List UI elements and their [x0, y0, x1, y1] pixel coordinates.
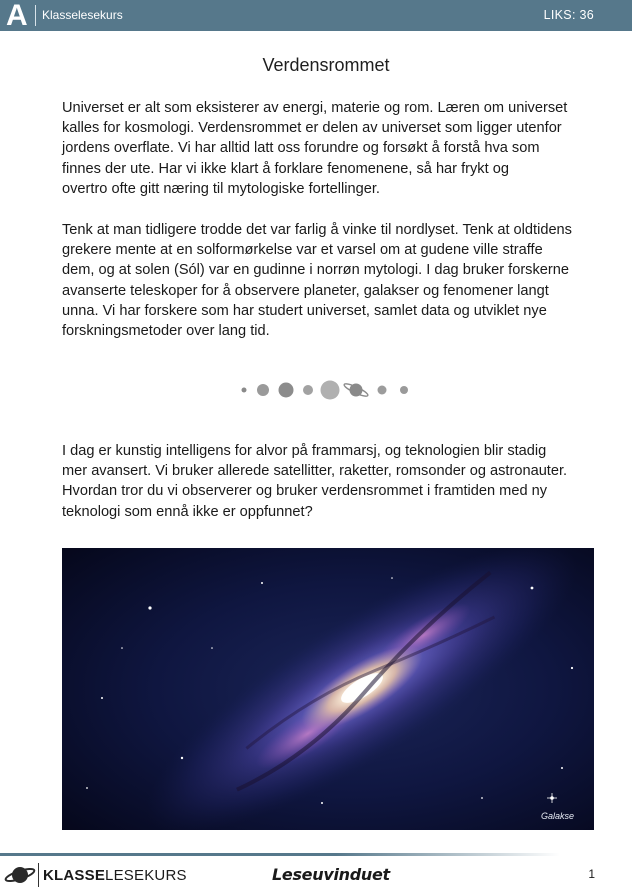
text-line: overtro ofte gitt næring til mytologiske fortellinger.: [62, 180, 380, 197]
text-line: Tenk at man tidligere trodde det var farlig å vinke til nordlyset. Tenk at oldtidens: [62, 222, 572, 238]
text-line: finnes der ute. Har vi ikke klart å forklare fenomenene, så har frykt og: [62, 160, 509, 177]
page-title: Verdensrommet: [262, 55, 390, 75]
text-line: kalles for kosmologi. Verdensrommet er delen av universet som ligger utenfor: [62, 120, 562, 137]
image-caption: Galakse: [540, 811, 574, 821]
footer-line: [0, 853, 560, 856]
text-line: I dag er kunstig intelligens for alvor på frammarsj, og teknologien blir stadig: [62, 443, 547, 459]
paragraph-future: [62, 441, 602, 522]
course-name: Klasselesekurs: [42, 8, 123, 22]
level-letter: A: [6, 0, 28, 32]
planets-row-icon: [236, 375, 416, 405]
brand-name: [43, 866, 187, 886]
header-bar: [0, 0, 632, 31]
brand-bold: KLASSE: [43, 867, 106, 884]
text-line: mer avansert. Vi bruker allerede satellitter, raketter, romsonder og astronauter.: [62, 463, 568, 480]
paragraph-intro: [62, 98, 602, 199]
text-line: avanserte teleskoper for å observere planeter, galakser og fenomener langt: [62, 282, 549, 299]
paragraph-history: [62, 220, 602, 341]
text-line: Hvordan tror du vi observerer og bruker verdensrommet i framtiden med ny: [62, 483, 548, 500]
text-line: grekere mente at en solformørkelse var et varsel om at gudene ville straffe: [62, 242, 543, 259]
text-line: dem, og at solen (Sól) var en gudinne i norrøn mytologi. I dag bruker forskerne: [62, 262, 569, 279]
header-divider: [35, 5, 36, 26]
footer-divider: [38, 863, 39, 887]
brand-light: LESEKURS: [105, 867, 187, 884]
page-number: 1: [588, 867, 595, 881]
text-line: teknologi som ennå ikke er oppfunnet?: [62, 503, 313, 520]
text-line: forskningsmetoder over lang tid.: [62, 323, 270, 340]
liks-score: LIKS: 36: [543, 8, 594, 22]
galaxy-photo: [62, 548, 594, 830]
text-line: jordens overflate. Vi har alltid latt oss forundre og forsøkt å forstå hva som: [62, 140, 540, 157]
saturn-logo-icon: [4, 862, 36, 888]
text-line: Universet er alt som eksisterer av energi, materie og rom. Læren om universet: [62, 100, 568, 116]
text-line: unna. Vi har forskere som har studert universet, samlet data og utviklet nye: [62, 302, 547, 319]
partner-logo: Leseuvinduet: [272, 865, 390, 884]
